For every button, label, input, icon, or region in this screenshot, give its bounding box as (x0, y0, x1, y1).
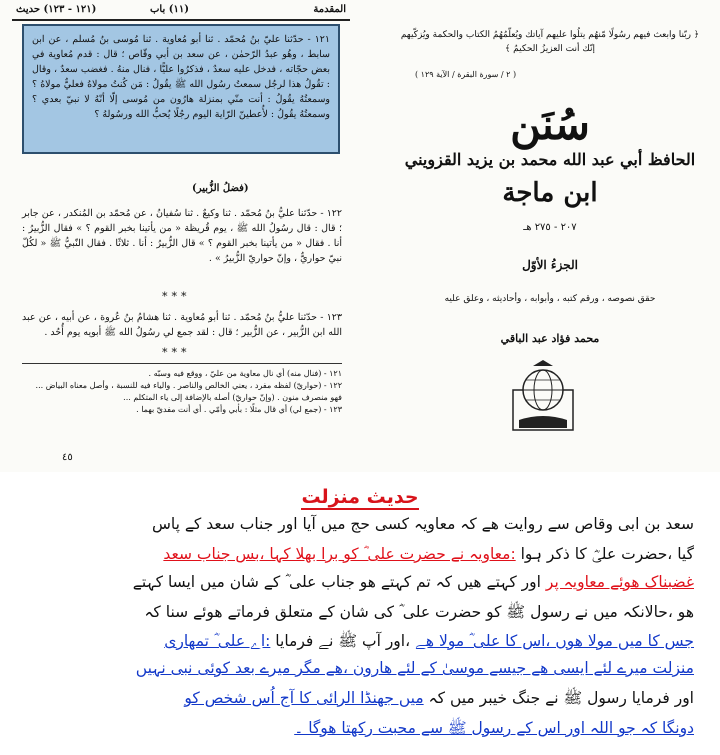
translation-line (74, 686, 694, 710)
highlighted-text-red: غضبناک ھوئے معاویہ پر (545, 573, 694, 591)
section-title: (فضلُ الزُّبير) (192, 183, 249, 194)
translation-text: ھو ،حالانکہ میں نے رسول ﷺ کو حضرت علی ؓ کی شان کے متعلق فرماتے ھوئے سنا کہ (144, 603, 694, 621)
highlighted-hadith: ١٢١ - حدّثنا عليّ بنُ مُحمّد . ثنا أبو مُعاوية . ثنا مُوسى بنُ مُسلم ، عن ابن سابط ، وهُو عبدُ الرّحمٰن ، عن سعد بن أبي وقّاص ؛ قال : قدم مُعاوية في بعض حجّاته ، فدخل عليه سعدٌ ، فذكرُوا عليًّا ، فنال منهُ . فغضب سعدٌ ، وقال : تقُولُ هذا لرجُل سمعتُ رسُول الله ﷺ يقُولُ : مَن كُنتُ مولاهُ فعليٌّ مولاهُ ؟ وسمعتُهُ يقُولُ : أنت منّي بمنزلة هارُون من مُوسى إلّا أنّهُ لا نبيّ بعدي ؟ وسمعتُهُ يقُولُ : لأُعطينّ الرّاية اليوم رجُلًا يُحبُّ الله ورسُولهُ ؟ (22, 24, 340, 154)
footnote-rule (22, 363, 342, 364)
translation-line (74, 656, 694, 680)
hadith-122: ١٢٢ - حدّثنا عليُّ بنُ مُحمّد . ثنا وكيعٌ . ثنا سُفيانُ ، عن مُحمّد بن المُنكدر ، عن جابر ؛ قال : قال رسُولُ الله ﷺ ، يوم قُريظة « من يأتينا بخبر القوم ؟ » فقال الزُّبيرُ : أنا . فقال « من يأتينا بخبر القوم ؟ » قال الزُّبيرُ : أنا . ثلاثًا . فقال النّبيُّ ﷺ « لكُلّ نبيّ حواريٌّ ، وإنّ حواريّ الزُّبيرُ » . (22, 208, 342, 264)
hadith-123: ١٢٣ - حدّثنا عليُّ بنُ مُحمّد . ثنا أبو مُعاوية . ثنا هشامُ بنُ عُروة ، عن أبيه ، عن عبد الله ابن الزُّبير ، عن الزُّبير ؛ قال : لقد جمع لي رسُولُ الله ﷺ أبويه يوم أُحُد . (22, 312, 342, 338)
header-middle: (١١) باب (150, 4, 189, 15)
volume-label: الجزءُ الأوّل (522, 258, 578, 272)
highlighted-text-red: :معاویہ نے حضرت علی ؓ کو برا بھلا کہا ،بس جناب سعد (163, 545, 516, 563)
header-right: المقدمة (313, 4, 346, 15)
right-book-page (385, 0, 720, 470)
translation-line (74, 716, 694, 740)
translation-line (74, 512, 694, 536)
author-name: ابن ماجة (502, 178, 598, 208)
page-header (12, 4, 350, 20)
translation-text: اور کہتے ھیں کہ تم کہتے ھو جناب علی ؓ کے شان میں ایسا کہتے (132, 573, 546, 591)
separator-stars: *** (162, 290, 191, 303)
translation-line (74, 542, 694, 566)
highlighted-text-blue: میں جھنڈا الرائی کا آج اُس شخص کو (184, 689, 424, 707)
page-number: ٤٥ (62, 452, 73, 463)
footnote: ١٢١ - (فنال منه) أي نال معاوية من عليّ ، ووقع فيه وسبّه . (148, 369, 342, 378)
quran-verse: ﴿ ربّنا وابعث فيهم رسُولًا مّنهُم يتلُوا عليهم آياتك ويُعلّمُهُمُ الكتاب والحكمة ويُزكّيهم إنّك أنت العزيزُ الحكيمُ ﴾ (400, 30, 700, 54)
header-left: (١٢١ - ١٢٣) حديث (16, 4, 97, 15)
highlighted-text-blue: دونگا کہ جو اللہ اور اس کے رسول ﷺ سے محبت رکھتا ھوگا ۔ (294, 719, 694, 737)
highlighted-text-blue: جس کا میں مولا ھوں ،اس کا علی ؓ مولا ھے (415, 632, 694, 650)
translation-line (74, 600, 694, 624)
publisher-logo-icon (505, 360, 581, 436)
footnote: ١٢٣ - (جمع لي) أي قال مثلًا : بأبي وأمّي . أي أنت مفديّ بهما . (136, 405, 342, 414)
urdu-translation (0, 472, 720, 755)
footnote: ١٢٢ - (حواريّ) لفظه مفرد ، يعني الخالص والناصر . والياء فيه للنسبة ، وأصل معناه البياض ... فهو منصرف منون . (وإنّ حواريّ) أصله بالإضافة إلى ياء المتكلم ... (35, 381, 342, 402)
translation-text: کا ذکر ہوا (515, 545, 592, 563)
author-line: الحافظ أبي عبد الله محمد بن يزيد القزويني (404, 150, 696, 169)
footnotes (22, 368, 342, 416)
translation-text: اور فرمایا رسول ﷺ نے جنگ خیبر میں کہ (423, 689, 694, 707)
verse-reference: ( ٢ / سورة البقرة / الآية ١٢٩ ) (415, 70, 517, 79)
left-book-page (12, 0, 350, 470)
highlighted-text-blue: :اے علی ؓ تمھاری (164, 632, 271, 650)
translation-line (74, 570, 694, 594)
editor-name: محمد فؤاد عبد الباقي (500, 332, 600, 345)
translation-text: گیا ،حضرت علی (591, 545, 694, 563)
translation-line (74, 629, 694, 653)
translation-text: سعد بن ابی وقاص سے روایت ھے کہ معاویہ کسی حج میں آیا اور جناب سعد کے پاس (151, 515, 694, 533)
separator-stars-2: *** (162, 346, 191, 359)
translation-text: ،اور آپ ﷺ نے فرمایا (270, 632, 416, 650)
book-title: سُنَن (510, 100, 590, 149)
author-dates: ٢٠٧ - ٢٧٥ هـ (523, 222, 577, 233)
editor-note: حقق نصوصه ، ورقم كتبه ، وأبوابه ، وأحاديثه ، وعلق عليه (444, 294, 656, 304)
translation-title (0, 486, 720, 508)
header-rule (12, 19, 350, 21)
highlighted-text-blue: منزلت میرے لئے ایسی ھے جیسے موسیٰ کے لئے ھارون ،ھے مگر میرے بعد کوئی نبی نہیں (135, 659, 694, 677)
translation-title-text: حدیث منزلت (301, 486, 419, 508)
